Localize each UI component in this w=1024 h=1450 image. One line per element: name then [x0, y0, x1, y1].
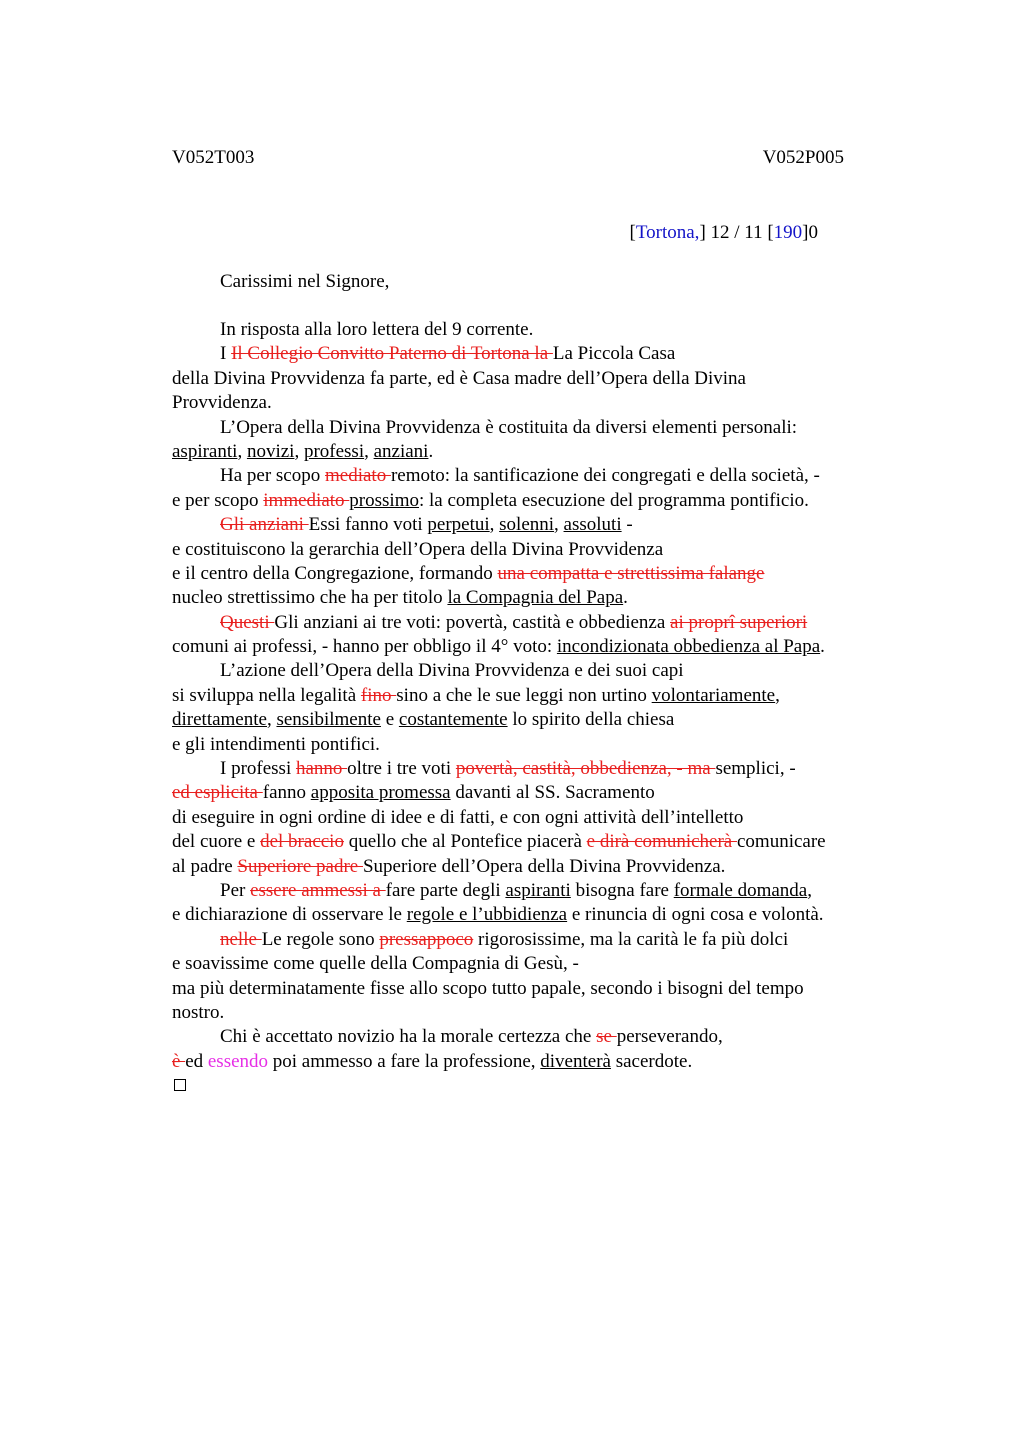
- deletion: povertà, castità, obbedienza, - ma: [455, 758, 716, 780]
- date-bracket: [: [629, 222, 636, 243]
- letter-body: [172, 318, 892, 1099]
- deletion: mediato: [325, 465, 391, 487]
- text-line: In risposta alla loro lettera del 9 corrente.: [220, 319, 534, 340]
- text-line: e costituiscono la gerarchia dell’Opera della Divina Provvidenza: [172, 538, 664, 560]
- deletion: ai proprî superiori: [670, 611, 808, 633]
- date-line: [630, 221, 818, 245]
- text-line: I Il Collegio Convitto Paterno di Tortona la La Piccola Casa: [220, 343, 676, 365]
- deletion: Questi: [220, 611, 275, 633]
- deletion: e dirà comunicherà: [586, 831, 737, 853]
- text-line: e per scopo immediato prossimo: la completa esecuzione del programma pontificio.: [172, 489, 809, 511]
- date-end: ]0: [802, 222, 818, 243]
- text-line: L’Opera della Divina Provvidenza è costituita da diversi elementi personali:: [220, 416, 798, 438]
- left-code: V052T003: [172, 147, 255, 168]
- text-line: Per essere ammessi a fare parte degli aspiranti bisogna fare formale domanda,: [220, 879, 812, 901]
- text-line: Gli anziani Essi fanno voti perpetui, solenni, assoluti -: [220, 514, 633, 536]
- deletion: Superiore padre: [237, 855, 363, 877]
- deletion: essere ammessi a: [250, 879, 386, 901]
- text-line: e il centro della Congregazione, formando una compatta e strettissima falange: [172, 562, 765, 584]
- deletion: ed esplicita: [172, 782, 263, 804]
- deletion: fino: [360, 684, 397, 706]
- text-line: al padre Superiore padre Superiore dell’Opera della Divina Provvidenza.: [172, 855, 726, 877]
- text-line: Questi Gli anziani ai tre voti: povertà, castità e obbedienza ai proprî superiori: [220, 611, 808, 633]
- deletion: pressappoco: [379, 928, 474, 950]
- text-line: [172, 1074, 892, 1098]
- salutation: Carissimi nel Signore,: [220, 271, 390, 292]
- date-mid: ] 12 / 11 [: [699, 222, 774, 243]
- text-line: L’azione dell’Opera della Divina Provvidenza e dei suoi capi: [220, 660, 684, 682]
- text-line: comuni ai professi, - hanno per obbligo il 4° voto: incondizionata obbedienza al Papa.: [172, 636, 825, 658]
- date-year-prefix: 190: [773, 222, 803, 243]
- deletion: nelle: [220, 928, 262, 950]
- text-line: aspiranti, novizi, professi, anziani.: [172, 440, 434, 462]
- text-line: I professi hanno oltre i tre voti povertà, castità, obbedienza, - ma semplici, -: [220, 758, 796, 780]
- text-line: Chi è accettato novizio ha la morale certezza che se perseverando,: [220, 1026, 723, 1048]
- deletion: una compatta e strettissima falange: [497, 562, 765, 584]
- deletion: Il Collegio Convitto Paterno di Tortona la: [231, 343, 553, 365]
- deletion: se: [596, 1026, 617, 1048]
- text-line: e gli intendimenti pontifici.: [172, 733, 380, 755]
- text-line: ma più determinatamente fisse allo scopo tutto papale, secondo i bisogni del tempo: [172, 977, 804, 999]
- text-line: del cuore e del braccio quello che al Pontefice piacerà e dirà comunicherà comunicare: [172, 831, 826, 853]
- date-place: Tortona,: [635, 222, 700, 243]
- text-line: è ed essendo poi ammesso a fare la professione, diventerà sacerdote.: [172, 1050, 693, 1072]
- text-line: Provvidenza.: [172, 392, 272, 414]
- deletion: del braccio: [260, 831, 344, 853]
- text-line: nelle Le regole sono pressappoco rigorosissime, ma la carità le fa più dolci: [220, 928, 789, 950]
- text-line: nucleo strettissimo che ha per titolo la Compagnia del Papa.: [172, 587, 628, 609]
- text-line: Ha per scopo mediato remoto: la santificazione dei congregati e della società, -: [220, 465, 820, 487]
- text-line: direttamente, sensibilmente e costantemente lo spirito della chiesa: [172, 709, 675, 731]
- right-code: V052P005: [762, 147, 844, 168]
- text-line: e dichiarazione di osservare le regole e l’ubbidienza e rinuncia di ogni cosa e volontà.: [172, 904, 824, 926]
- deletion: immediato: [263, 489, 350, 511]
- text-line: ed esplicita fanno apposita promessa davanti al SS. Sacramento: [172, 782, 655, 804]
- text-line: si sviluppa nella legalità fino sino a che le sue leggi non urtino volontariamente,: [172, 684, 780, 706]
- text-line: e soavissime come quelle della Compagnia di Gesù, -: [172, 953, 579, 975]
- text-line: di eseguire in ogni ordine di idee e di fatti, e con ogni attività dell’intelletto: [172, 806, 744, 828]
- insertion: essendo: [207, 1050, 269, 1072]
- end-box-icon: [174, 1079, 186, 1091]
- deletion: hanno: [295, 758, 348, 780]
- text-line: della Divina Provvidenza fa parte, ed è Casa madre dell’Opera della Divina: [172, 367, 746, 389]
- deletion: Gli anziani: [220, 514, 309, 536]
- deletion: è: [172, 1050, 186, 1072]
- text-line: nostro.: [172, 1001, 225, 1023]
